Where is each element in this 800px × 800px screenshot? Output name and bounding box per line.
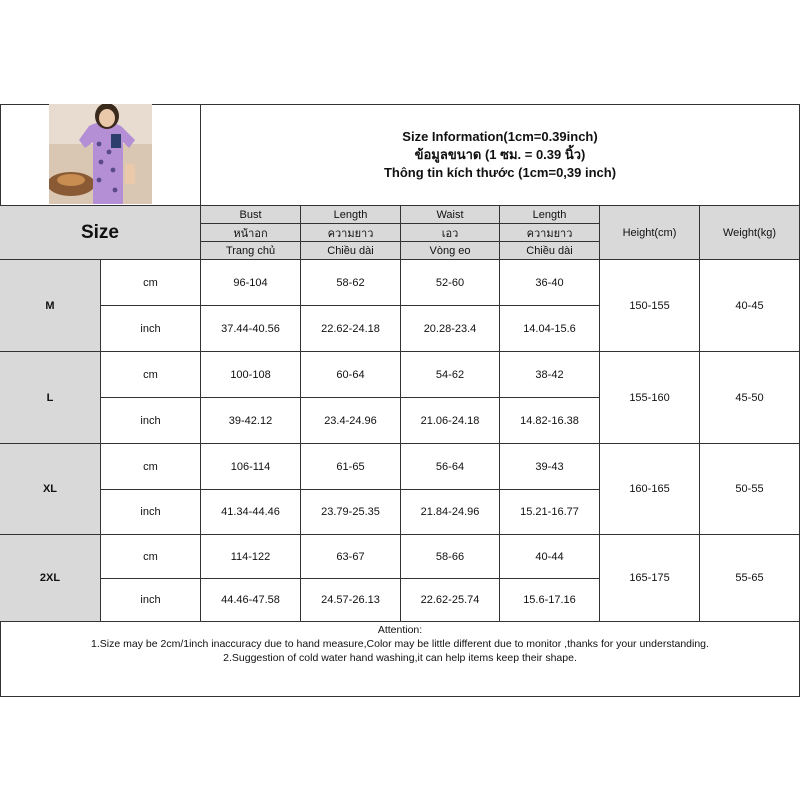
unit-cm: cm (101, 444, 201, 490)
height-value: 155-160 (600, 352, 700, 444)
height-value: 160-165 (600, 444, 700, 535)
title-vietnamese: Thông tin kích thước (1cm=0,39 inch) (383, 165, 617, 180)
attention-line-1: 1.Size may be 2cm/1inch inaccuracy due to hand measure,Color may be little different due to monitor ,thanks for your understanding. (91, 638, 709, 650)
size-label-l: L (0, 352, 101, 444)
table-cell: 44.46-47.58 (201, 579, 301, 622)
height-value: 150-155 (600, 260, 700, 352)
attention-line-2: 2.Suggestion of cold water hand washing,it can help items keep their shape. (223, 652, 577, 664)
photo-cell-divider (200, 104, 201, 206)
weight-value: 45-50 (700, 352, 800, 444)
unit-inch: inch (101, 306, 201, 352)
weight-header: Weight(kg) (700, 206, 800, 260)
length1-header-th: ความยาว (301, 224, 401, 242)
bust-header-en: Bust (201, 206, 301, 224)
table-cell: 56-64 (401, 444, 500, 490)
table-cell: 23.4-24.96 (301, 398, 401, 444)
waist-header-en: Waist (401, 206, 500, 224)
weight-value: 55-65 (700, 535, 800, 622)
bust-header-th: หน้าอก (201, 224, 301, 242)
size-label-m: M (0, 260, 101, 352)
table-cell: 63-67 (301, 535, 401, 579)
table-cell: 39-42.12 (201, 398, 301, 444)
unit-cm: cm (101, 260, 201, 306)
table-cell: 14.04-15.6 (500, 306, 600, 352)
table-cell: 39-43 (500, 444, 600, 490)
table-cell: 20.28-23.4 (401, 306, 500, 352)
table-cell: 21.84-24.96 (401, 490, 500, 535)
table-cell: 96-104 (201, 260, 301, 306)
attention-heading: Attention: (377, 624, 423, 636)
bust-header-vi: Trang chủ (201, 242, 301, 260)
table-cell: 22.62-24.18 (301, 306, 401, 352)
table-cell: 14.82-16.38 (500, 398, 600, 444)
waist-header-vi: Vòng eo (401, 242, 500, 260)
length2-header-en: Length (500, 206, 600, 224)
attention-notes (0, 622, 800, 697)
table-cell: 37.44-40.56 (201, 306, 301, 352)
size-label-xl: XL (0, 444, 101, 535)
table-cell: 41.34-44.46 (201, 490, 301, 535)
unit-cm: cm (101, 535, 201, 579)
title-thai: ข้อมูลขนาด (1 ซม. = 0.39 นิ้ว) (414, 147, 586, 162)
unit-inch: inch (101, 490, 201, 535)
weight-value: 40-45 (700, 260, 800, 352)
table-cell: 15.6-17.16 (500, 579, 600, 622)
table-cell: 36-40 (500, 260, 600, 306)
table-cell: 60-64 (301, 352, 401, 398)
table-cell: 100-108 (201, 352, 301, 398)
size-column-header: Size (0, 206, 201, 260)
table-cell: 52-60 (401, 260, 500, 306)
product-photo-illustration (49, 104, 152, 204)
table-cell: 58-62 (301, 260, 401, 306)
table-cell: 114-122 (201, 535, 301, 579)
table-cell: 38-42 (500, 352, 600, 398)
table-cell: 58-66 (401, 535, 500, 579)
table-cell: 54-62 (401, 352, 500, 398)
unit-inch: inch (101, 398, 201, 444)
waist-header-th: เอว (401, 224, 500, 242)
table-cell: 40-44 (500, 535, 600, 579)
product-photo (49, 104, 152, 204)
length2-header-th: ความยาว (500, 224, 600, 242)
length2-header-vi: Chiều dài (500, 242, 600, 260)
table-cell: 21.06-24.18 (401, 398, 500, 444)
table-cell: 24.57-26.13 (301, 579, 401, 622)
height-header: Height(cm) (600, 206, 700, 260)
unit-cm: cm (101, 352, 201, 398)
length1-header-en: Length (301, 206, 401, 224)
height-value: 165-175 (600, 535, 700, 622)
table-cell: 61-65 (301, 444, 401, 490)
weight-value: 50-55 (700, 444, 800, 535)
table-cell: 106-114 (201, 444, 301, 490)
unit-inch: inch (101, 579, 201, 622)
title-english: Size Information(1cm=0.39inch) (402, 129, 598, 144)
size-info-title (201, 104, 800, 206)
length1-header-vi: Chiều dài (301, 242, 401, 260)
table-cell: 22.62-25.74 (401, 579, 500, 622)
table-cell: 23.79-25.35 (301, 490, 401, 535)
size-label-2xl: 2XL (0, 535, 101, 622)
table-cell: 15.21-16.77 (500, 490, 600, 535)
